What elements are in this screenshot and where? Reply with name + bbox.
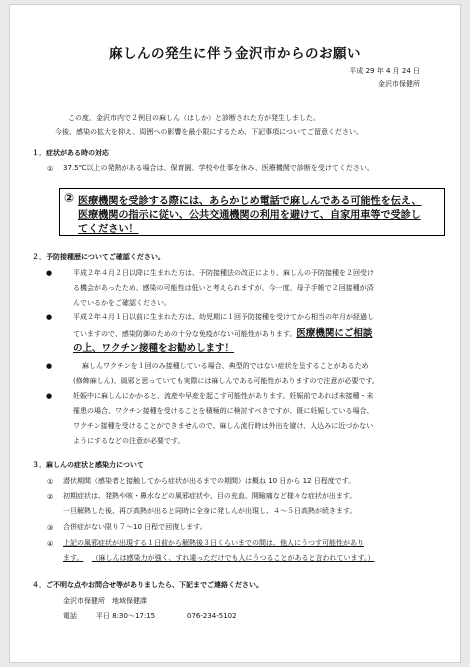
item-number: ① <box>47 165 54 173</box>
contact-hours: 平日 8:30～17:15 <box>96 612 156 620</box>
notice-page <box>9 4 461 663</box>
callout-number: ② <box>64 191 75 205</box>
intro-line-1: この度、金沢市内で２例目の麻しん（はしか）と診断された方が発生しました。 <box>68 114 320 122</box>
bullet-2-line: 平成２年４月１日以前に生まれた方は、幼児期に１回予防接種を受けてから相当の年月が経過し <box>73 313 374 321</box>
callout-line: 医療機関を受診する際には、あらかじめ電話で麻しんである可能性を伝え、 <box>78 196 422 207</box>
contact-phone-label: 電話 <box>63 612 77 620</box>
callout-line: てください！ <box>78 224 139 235</box>
section-3-item-3: 合併症がない限り７～10 日程で回復します。 <box>63 523 207 531</box>
bullet-2-emphasis: の上、ワクチン接種をお勧めします！ <box>73 343 235 354</box>
bullet-icon: ● <box>46 269 53 277</box>
item-number: ① <box>47 478 54 486</box>
callout-line: 医療機関の指示に従い、公共交通機関の利用を避けて、自家用車等で受診し <box>78 210 421 221</box>
section-3-item-4-line <box>63 555 375 562</box>
section-1-heading: １．症状がある時の対応 <box>32 149 109 157</box>
date: 平成 29 年 4 月 24 日 <box>349 67 420 75</box>
bullet-4-line: ようにするなどの注意が必要です。 <box>73 437 185 445</box>
bullet-2-line <box>73 329 372 339</box>
callout-box <box>59 188 445 236</box>
section-3-item-2-line: 一旦解熱した後、再び高熱が出ると同時に全身に発しんが出現し、４～５日高熱が続きます。 <box>63 507 357 515</box>
section-4-heading: ４．ご不明な点やお問合せ等がありましたら、下記までご連絡ください。 <box>32 581 263 589</box>
section-3-item-2-line: 初期症状は、発熱や咳・鼻水などの風邪症状や、目の充血、開瞼痛など様々な症状が出ます。 <box>63 492 357 500</box>
bullet-icon: ● <box>46 392 53 400</box>
bullet-4-line: 罹患の場合、ワクチン接種を受けることを積極的に検討すべきですが、既に妊娠している場合、 <box>73 407 374 415</box>
bullet-1-line: んでいるかをご確認ください。 <box>73 299 171 307</box>
bullet-1-line: る機会があったため、感染の可能性は低いと考えられますが、今一度、母子手帳で２回接種が済 <box>73 284 374 292</box>
section-3-heading: ３．麻しんの症状と感染力について <box>32 461 144 469</box>
bullet-2-emphasis: 医療機関にご相談 <box>296 328 373 339</box>
bullet-2-text: ていますので、感染防御のための十分な免疫がない可能性があります。 <box>73 330 297 338</box>
bullet-3-line: 麻しんワクチンを１回のみ接種している場合、典型的ではない症状を呈することがあるため <box>82 362 369 370</box>
bullet-icon: ● <box>46 362 53 370</box>
issuer: 金沢市保健所 <box>378 80 420 88</box>
section-3-item-4-text: ます。 <box>63 554 84 562</box>
item-number: ④ <box>47 540 54 548</box>
bullet-4-line: ワクチン接種を受けることができませんので、麻しん流行時は外出を避け、人込みに近づかない <box>73 422 374 430</box>
bullet-4-line: 妊娠中に麻しんにかかると、流産や早産を起こす可能性があります。妊娠前であれば未接種・未 <box>73 392 374 400</box>
item-number: ② <box>47 493 54 501</box>
intro-line-2: 今後、感染の拡大を抑え、周囲への影響を最小限にするため、下記事項についてご留意ください。 <box>55 128 363 136</box>
section-1-item-1: 37.5℃以上の発熱がある場合は、保育園、学校や仕事を休み、医療機関で診断を受けてください。 <box>63 164 374 172</box>
section-3-item-4-line: 上記の風邪症状が出現する１日前から解熱後３日くらいまでの間は、他人にうつす可能性があり <box>63 539 364 547</box>
page-title: 麻しんの発生に伴う金沢市からのお願い <box>109 46 361 62</box>
bullet-1-line: 平成２年４月２日以降に生まれた方は、予防接種法の改正により、麻しんの予防接種を２回受け <box>73 269 374 277</box>
bullet-icon: ● <box>46 313 53 321</box>
section-3-item-4-note: （麻しんは感染力が強く、すれ違っただけでも人にうつることがあると言われています。） <box>91 554 375 562</box>
bullet-2-line <box>73 344 234 354</box>
section-2-heading: ２．予防接種歴についてご確認ください。 <box>32 253 165 261</box>
section-3-item-1: 潜伏期間（感染者と接触してから症状が出るまでの期間）は概ね 10 日から 12 日程度です。 <box>63 477 356 485</box>
item-number: ③ <box>47 524 54 532</box>
bullet-3-line: (修飾麻しん)、風邪と思っていても実際には麻しんである可能性がありますので注意が必要です。 <box>73 377 379 385</box>
contact-phone-number: 076-234-5102 <box>187 612 237 620</box>
contact-organization: 金沢市保健所 地域保健課 <box>63 597 147 605</box>
